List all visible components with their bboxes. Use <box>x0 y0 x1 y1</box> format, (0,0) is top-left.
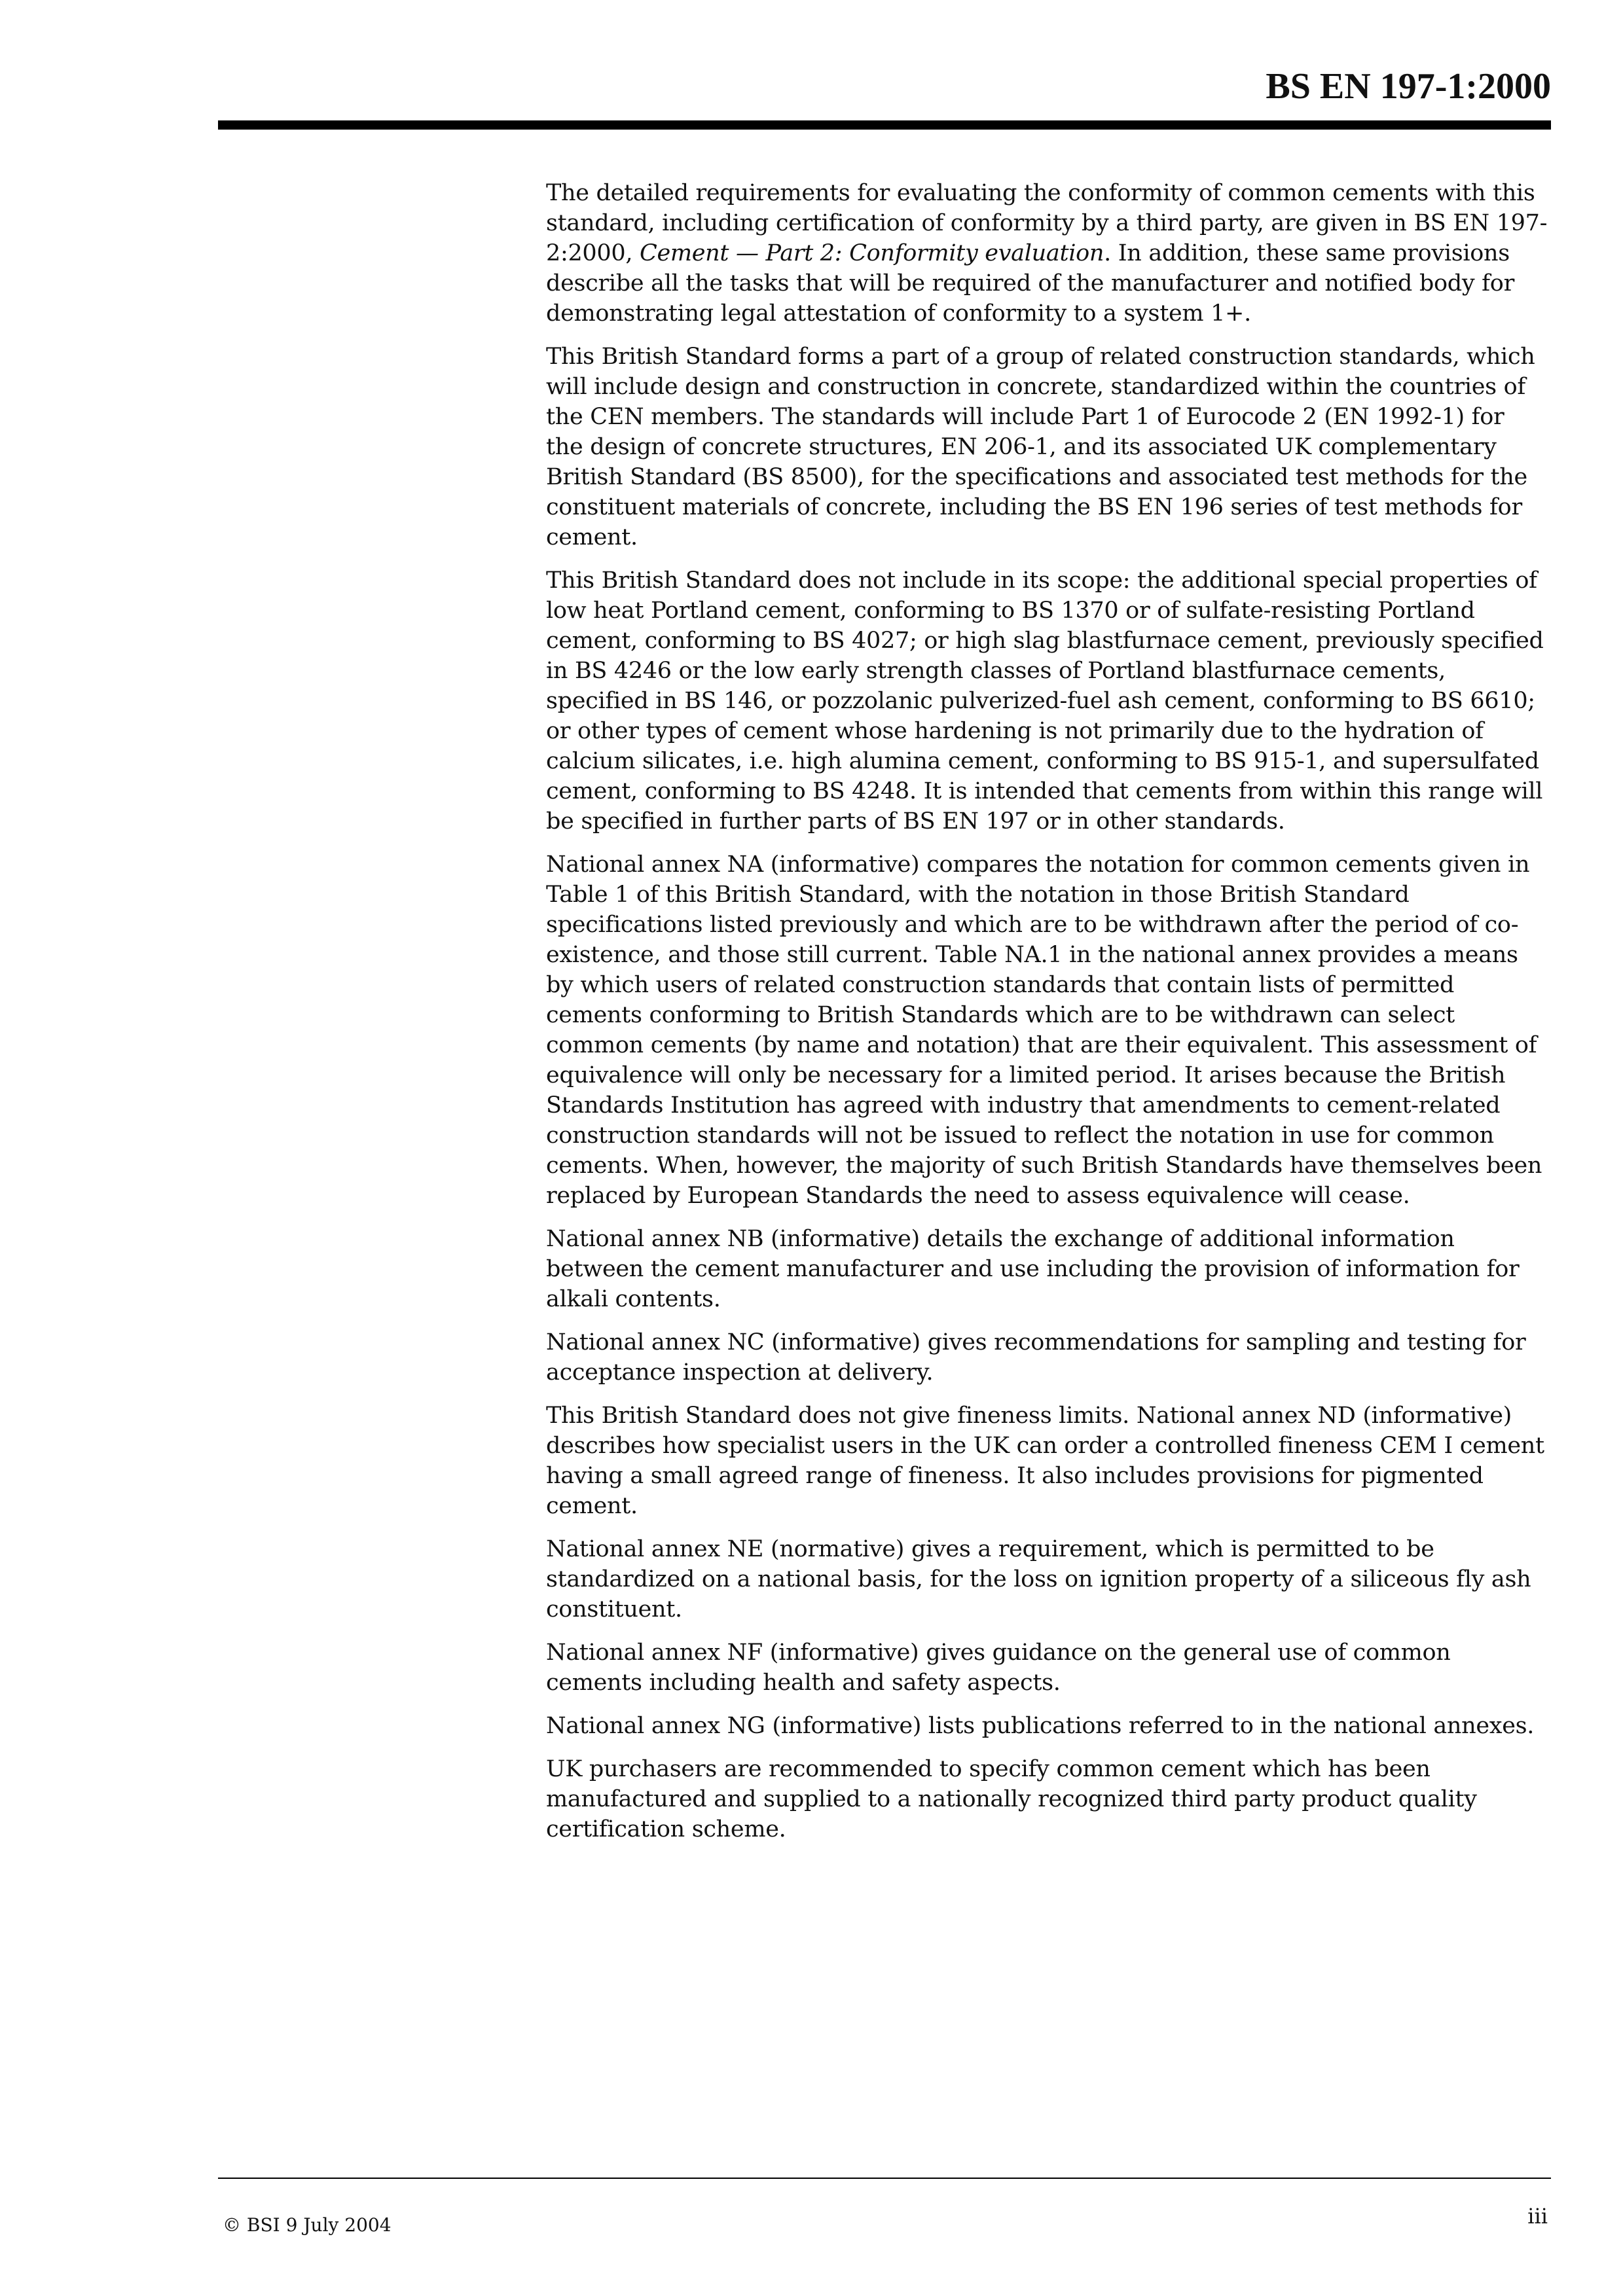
paragraph-annex-nf: National annex NF (informative) gives guidance on the general use of common cements including health and safety aspects. <box>546 1640 1451 1696</box>
body-text <box>546 178 1548 1857</box>
page-number: iii <box>1527 2204 1548 2229</box>
paragraph-annex-na: National annex NA (informative) compares the notation for common cements given in Table 1 of this British Standard, with the notation in those British Standard specifications listed previously and which are to be withdrawn after the period of co-existence, and those still current. Table NA.1 in the national annex provides a means by which users of related construction standards that contain lists of permitted cements conforming to British Standards which are to be withdrawn can select common cements (by name and notation) that are their equivalent. This assessment of equivalence will only be necessary for a limited period. It arises because the British Standards Institution has agreed with industry that amendments to cement-related construction standards will not be issued to reflect the notation in use for common cements. When, however, the majority of such British Standards have themselves been replaced by European Standards the need to assess equivalence will cease. <box>546 852 1542 1209</box>
paragraph-annex-nc: National annex NC (informative) gives recommendations for sampling and testing for acceptance inspection at delivery. <box>546 1329 1526 1386</box>
paragraph-annex-ng: National annex NG (informative) lists publications referred to in the national annexes. <box>546 1713 1535 1739</box>
paragraph-annex-nb: National annex NB (informative) details the exchange of additional information between the cement manufacturer and use including the provision of information for alkali contents. <box>546 1226 1520 1312</box>
referenced-standard-title: Cement — Part 2: Conformity evaluation <box>639 240 1104 266</box>
paragraph-annex-nd: This British Standard does not give fineness limits. National annex ND (informative) describes how specialist users in the UK can order a controlled fineness CEM I cement having a small agreed range of fineness. It also includes provisions for pigmented cement. <box>546 1403 1544 1519</box>
paragraph-annex-ne: National annex NE (normative) gives a requirement, which is permitted to be standardized on a national basis, for the loss on ignition property of a siliceous fly ash constituent. <box>546 1536 1531 1623</box>
copyright-notice: © BSI 9 July 2004 <box>223 2214 392 2236</box>
header-rule <box>218 120 1551 130</box>
paragraph-related-standards: This British Standard forms a part of a group of related construction standards, which will include design and construction in concrete, standardized within the countries of the CEN members. The standards will include Part 1 of Eurocode 2 (EN 1992-1) for the design of concrete structures, EN 206-1, and its associated UK complementary British Standard (BS 8500), for the specifications and associated test methods for the constituent materials of concrete, including the BS EN 196 series of test methods for cement. <box>546 344 1535 550</box>
paragraph-conformity-text-start: The detailed requirements for evaluating the conformity of common cements with this standard, including certification of conformity by a third party, are given in BS EN 197-2:2000, <box>546 180 1548 266</box>
paragraph-purchaser-recommendation: UK purchasers are recommended to specify common cement which has been manufactured and supplied to a nationally recognized third party product quality certification scheme. <box>546 1756 1477 1842</box>
document-title: BS EN 197-1:2000 <box>1266 66 1551 107</box>
paragraph-conformity-evaluation <box>546 178 1548 329</box>
footer-rule <box>218 2178 1551 2179</box>
paragraph-conformity-text-end: . In addition, these same provisions describe all the tasks that will be required of the manufacturer and notified body for demonstrating legal attestation of conformity to a system 1+. <box>546 240 1514 327</box>
paragraph-scope-exclusions: This British Standard does not include in its scope: the additional special properties of low heat Portland cement, conforming to BS 1370 or of sulfate-resisting Portland cement, conforming to BS 4027; or high slag blastfurnace cement, previously specified in BS 4246 or the low early strength classes of Portland blastfurnace cements, specified in BS 146, or pozzolanic pulverized-fuel ash cement, conforming to BS 6610; or other types of cement whose hardening is not primarily due to the hydration of calcium silicates, i.e. high alumina cement, conforming to BS 915-1, and supersulfated cement, conforming to BS 4248. It is intended that cements from within this range will be specified in further parts of BS EN 197 or in other standards. <box>546 567 1544 834</box>
